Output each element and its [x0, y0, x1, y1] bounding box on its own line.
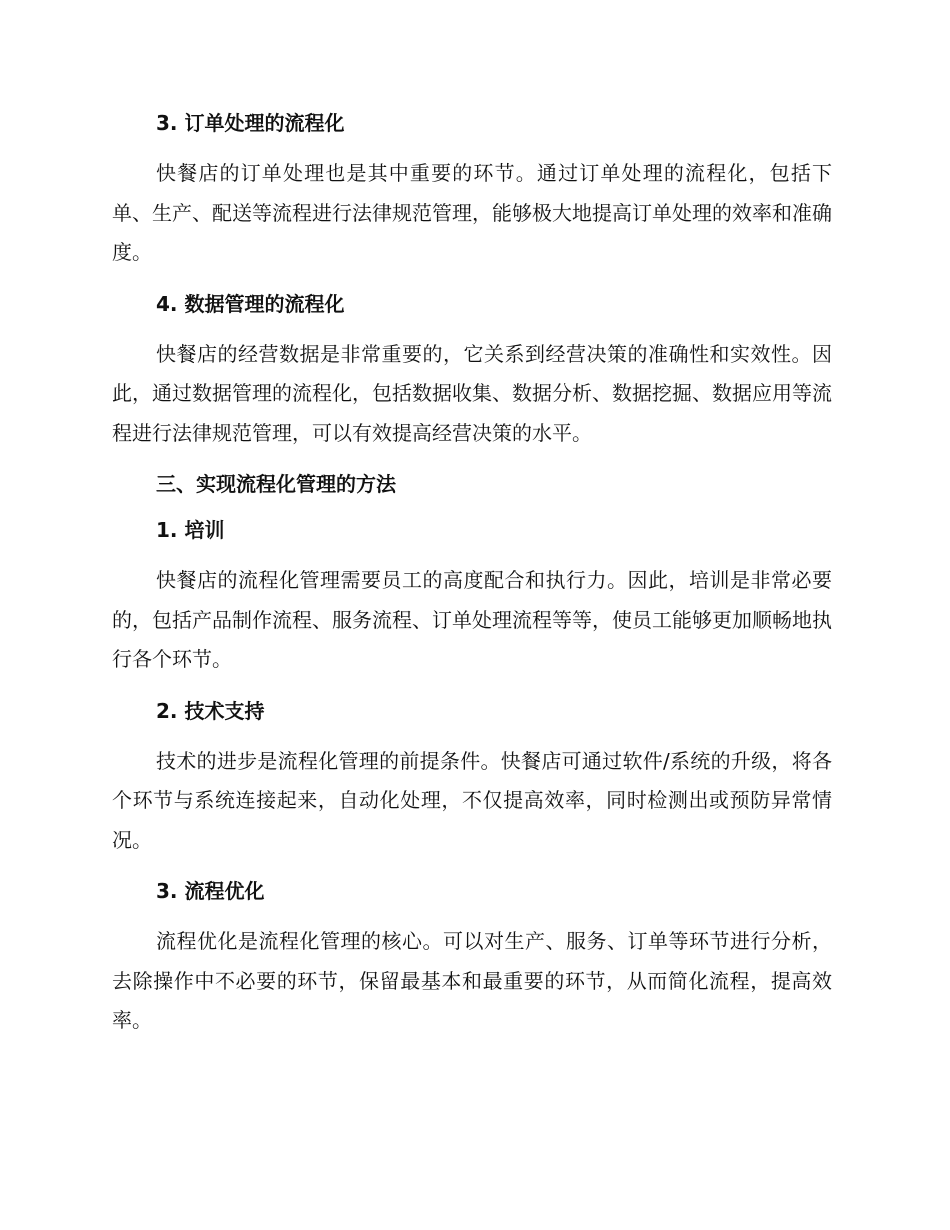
paragraph-order-processing: 快餐店的订单处理也是其中重要的环节。通过订单处理的流程化，包括下单、生产、配送等流程进行法律规范管理，能够极大地提高订单处理的效率和准确度。 [112, 161, 832, 264]
paragraph-training: 快餐店的流程化管理需要员工的高度配合和执行力。因此，培训是非常必要的，包括产品制作流程、服务流程、订单处理流程等等，使员工能够更加顺畅地执行各个环节。 [112, 568, 832, 671]
paragraph-process-optimization: 流程优化是流程化管理的核心。可以对生产、服务、订单等环节进行分析，去除操作中不必要的环节，保留最基本和最重要的环节，从而简化流程，提高效率。 [112, 929, 832, 1032]
paragraph-data-management: 快餐店的经营数据是非常重要的，它关系到经营决策的准确性和实效性。因此，通过数据管理的流程化，包括数据收集、数据分析、数据挖掘、数据应用等流程进行法律规范管理，可以有效提高经营决策的水平。 [112, 341, 832, 445]
paragraph-tech-support: 技术的进步是流程化管理的前提条件。快餐店可通过软件/系统的升级，将各个环节与系统连接起来，自动化处理，不仅提高效率，同时检测出或预防异常情况。 [112, 748, 832, 852]
section-heading-order-processing: 3. 订单处理的流程化 [156, 111, 345, 135]
chapter-heading-methods: 三、实现流程化管理的方法 [156, 472, 396, 496]
document-body [112, 108, 832, 1057]
section-heading-training: 1. 培训 [156, 518, 225, 542]
section-heading-process-optimization: 3. 流程优化 [156, 879, 265, 903]
section-heading-data-management: 4. 数据管理的流程化 [156, 291, 345, 316]
section-heading-tech-support: 2. 技术支持 [156, 698, 265, 723]
